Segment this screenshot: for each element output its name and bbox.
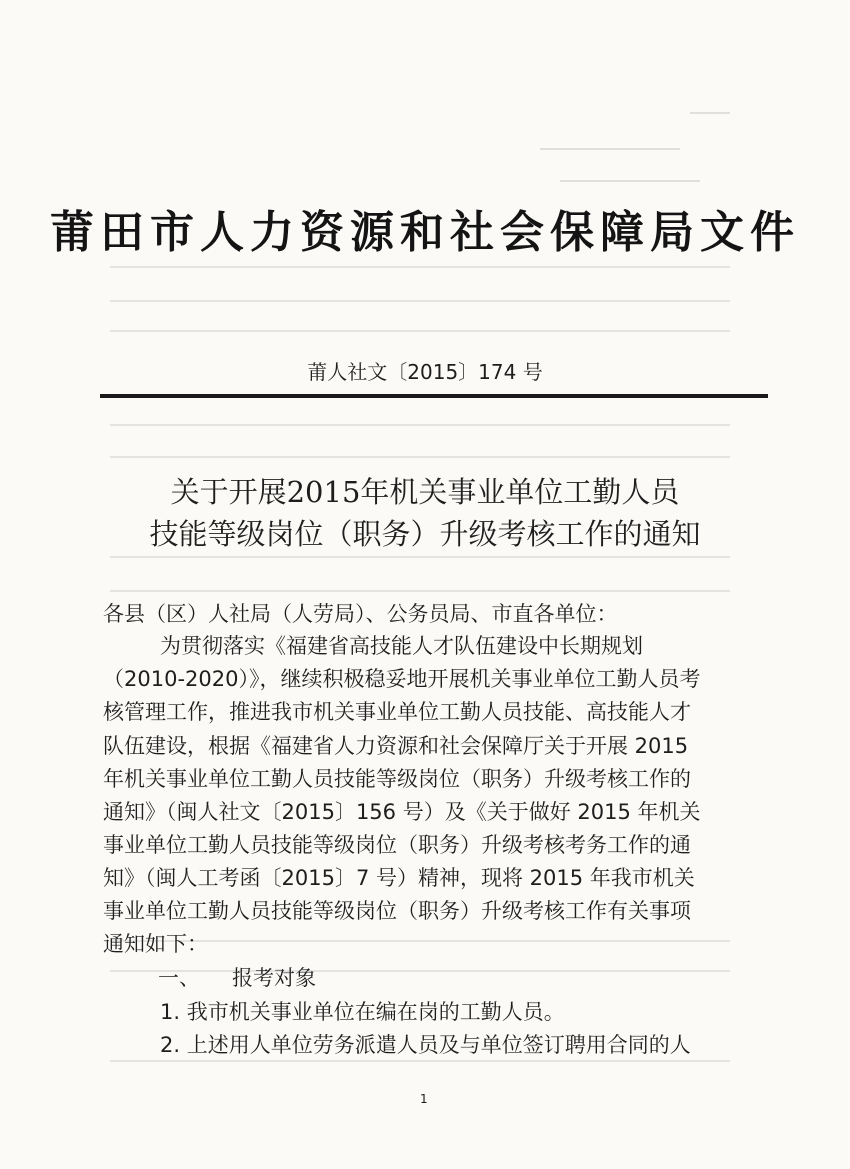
show-through-line (540, 148, 680, 154)
body-text: 事业单位工勤人员技能等级岗位（职务）升级考核工作有关事项 (103, 899, 691, 923)
show-through-line (110, 456, 730, 462)
notice-title-line2: 技能等级岗位（职务）升级考核工作的通知 (149, 517, 701, 551)
document-number: 莆人社文〔2015〕174 号 (307, 360, 543, 384)
show-through-line (110, 590, 730, 596)
body-text: 年机关事业单位工勤人员技能等级岗位（职务）升级考核工作的 (103, 767, 691, 791)
show-through-line (560, 180, 700, 186)
show-through-line (690, 112, 730, 118)
body-text: 为贯彻落实《福建省高技能人才队伍建设中长期规划 (160, 634, 643, 658)
show-through-line (110, 970, 730, 976)
show-through-line (110, 424, 730, 430)
body-text: 通知》（闽人社文〔2015〕156 号）及《关于做好 2015 年机关 (103, 800, 701, 824)
section-title: 报考对象 (232, 966, 316, 990)
page-number: 1 (420, 1092, 428, 1106)
show-through-line (110, 556, 730, 562)
body-text: 核管理工作，推进我市机关事业单位工勤人员技能、高技能人才 (103, 700, 691, 724)
body-text: （2010-2020）》，继续积极稳妥地开展机关事业单位工勤人员考 (103, 667, 701, 691)
document-header-title: 莆田市人力资源和社会保障局文件 (50, 207, 800, 258)
show-through-line (110, 300, 730, 306)
show-through-line (110, 266, 730, 272)
notice-title-line1: 关于开展2015年机关事业单位工勤人员 (170, 475, 680, 509)
body-text: 知》（闽人工考函〔2015〕7 号）精神，现将 2015 年我市机关 (103, 866, 695, 890)
section-number: 一、 (158, 966, 200, 990)
body-text: 通知如下： (103, 932, 208, 956)
show-through-line (110, 330, 730, 336)
list-item-text: 2. 上述用人单位劳务派遣人员及与单位签订聘用合同的人 (160, 1033, 691, 1057)
header-divider (100, 394, 768, 398)
body-text: 队伍建设，根据《福建省人力资源和社会保障厅关于开展 2015 (103, 734, 689, 758)
show-through-line (110, 1060, 730, 1066)
body-text: 事业单位工勤人员技能等级岗位（职务）升级考核考务工作的通 (103, 833, 691, 857)
addressee: 各县（区）人社局（人劳局）、公务员局、市直各单位： (103, 602, 618, 626)
list-item-text: 1. 我市机关事业单位在编在岗的工勤人员。 (160, 1000, 565, 1024)
